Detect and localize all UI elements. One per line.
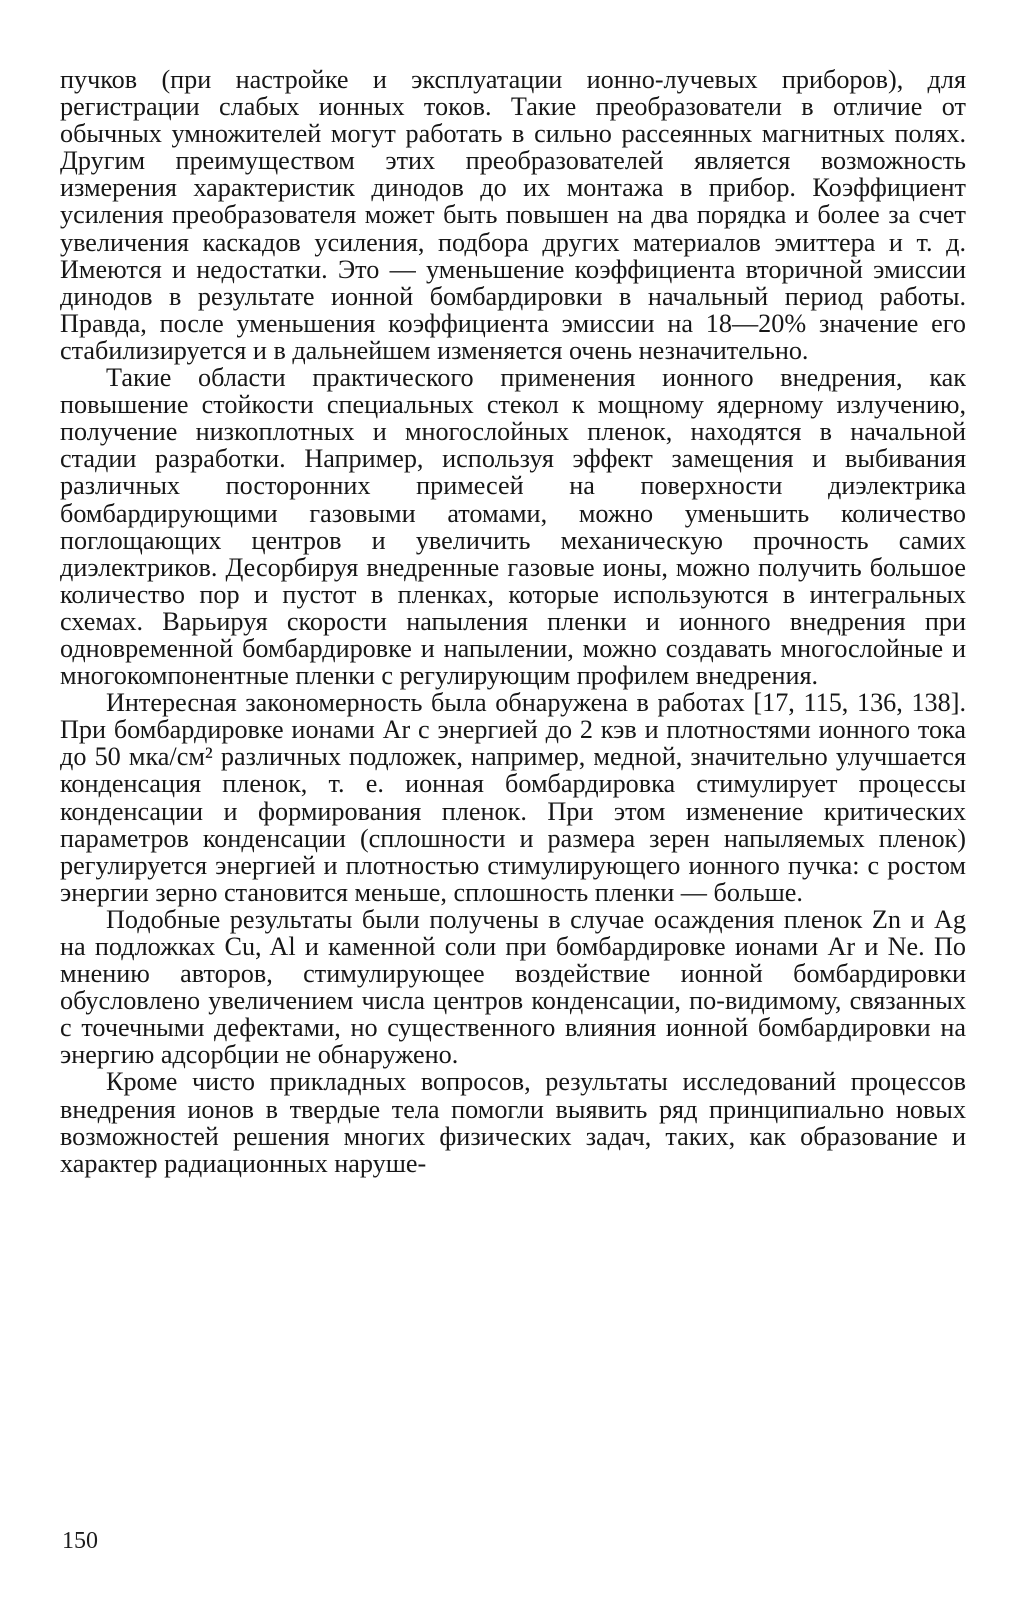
page-body	[60, 66, 966, 1177]
paragraph-4: Подобные результаты были получены в случае осаждения пленок Zn и Ag на подложках Cu, Al и каменной соли при бомбардировке ионами Ar и Ne. По мнению авторов, стимулирующее воздействие ионной бомбардировки обусловлено увеличением числа центров конденсации, по-видимому, связанных с точечными дефектами, но существенного влияния ионной бомбардировки на энергию адсорбции не обнаружено.	[60, 904, 966, 1070]
paragraph-2: Такие области практического применения ионного внедрения, как повышение стойкости специальных стекол к мощному ядерному излучению, получение низкоплотных и многослойных пленок, находятся в начальной стадии разработки. Например, используя эффект замещения и выбивания различных посторонних примесей на поверхности диэлектрика бомбардирующими газовыми атомами, можно уменьшить количество поглощающих центров и увеличить механическую прочность самих диэлектриков. Десорбируя внедренные газовые ионы, можно получить большое количество пор и пустот в пленках, которые используются в интегральных схемах. Варьируя скорости напыления пленки и ионного внедрения при одновременной бомбардировке и напылении, можно создавать многослойные и многокомпонентные пленки с регулирующим профилем внедрения.	[60, 363, 966, 691]
paragraph-1: пучков (при настройке и эксплуатации ионно-лучевых приборов), для регистрации слабых ионных токов. Такие преобразователи в отличие от обычных умножителей могут работать в сильно рассеянных магнитных полях. Другим преимуществом этих преобразователей является возможность измерения характеристик динодов до их монтажа в прибор. Коэффициент усиления преобразователя может быть повышен на два порядка и более за счет увеличения каскадов усиления, подбора других материалов эмиттера и т. д. Имеются и недостатки. Это — уменьшение коэффициента вторичной эмиссии динодов в результате ионной бомбардировки в начальный период работы. Правда, после уменьшения коэффициента эмиссии на 18—20% значение его стабилизируется и в дальнейшем изменяется очень незначительно.	[60, 65, 966, 365]
paragraph-5: Кроме чисто прикладных вопросов, результаты исследований процессов внедрения ионов в твердые тела помогли выявить ряд принципиально новых возможностей решения многих физических задач, таких, как образование и характер радиационных наруше-	[60, 1067, 966, 1178]
page-number: 150	[62, 1528, 98, 1554]
paragraph-3: Интересная закономерность была обнаружена в работах [17, 115, 136, 138]. При бомбардировке ионами Ar с энергией до 2 кэв и плотностями ионного тока до 50 мка/см² различных подложек, например, медной, значительно улучшается конденсация пленок, т. е. ионная бомбардировка стимулирует процессы конденсации и формирования пленок. При этом изменение критических параметров конденсации (сплошности и размера зерен напыляемых пленок) регулируется энергией и плотностью стимулирующего ионного пучка: с ростом энергии зерно становится меньше, сплошность пленки — больше.	[60, 688, 966, 907]
